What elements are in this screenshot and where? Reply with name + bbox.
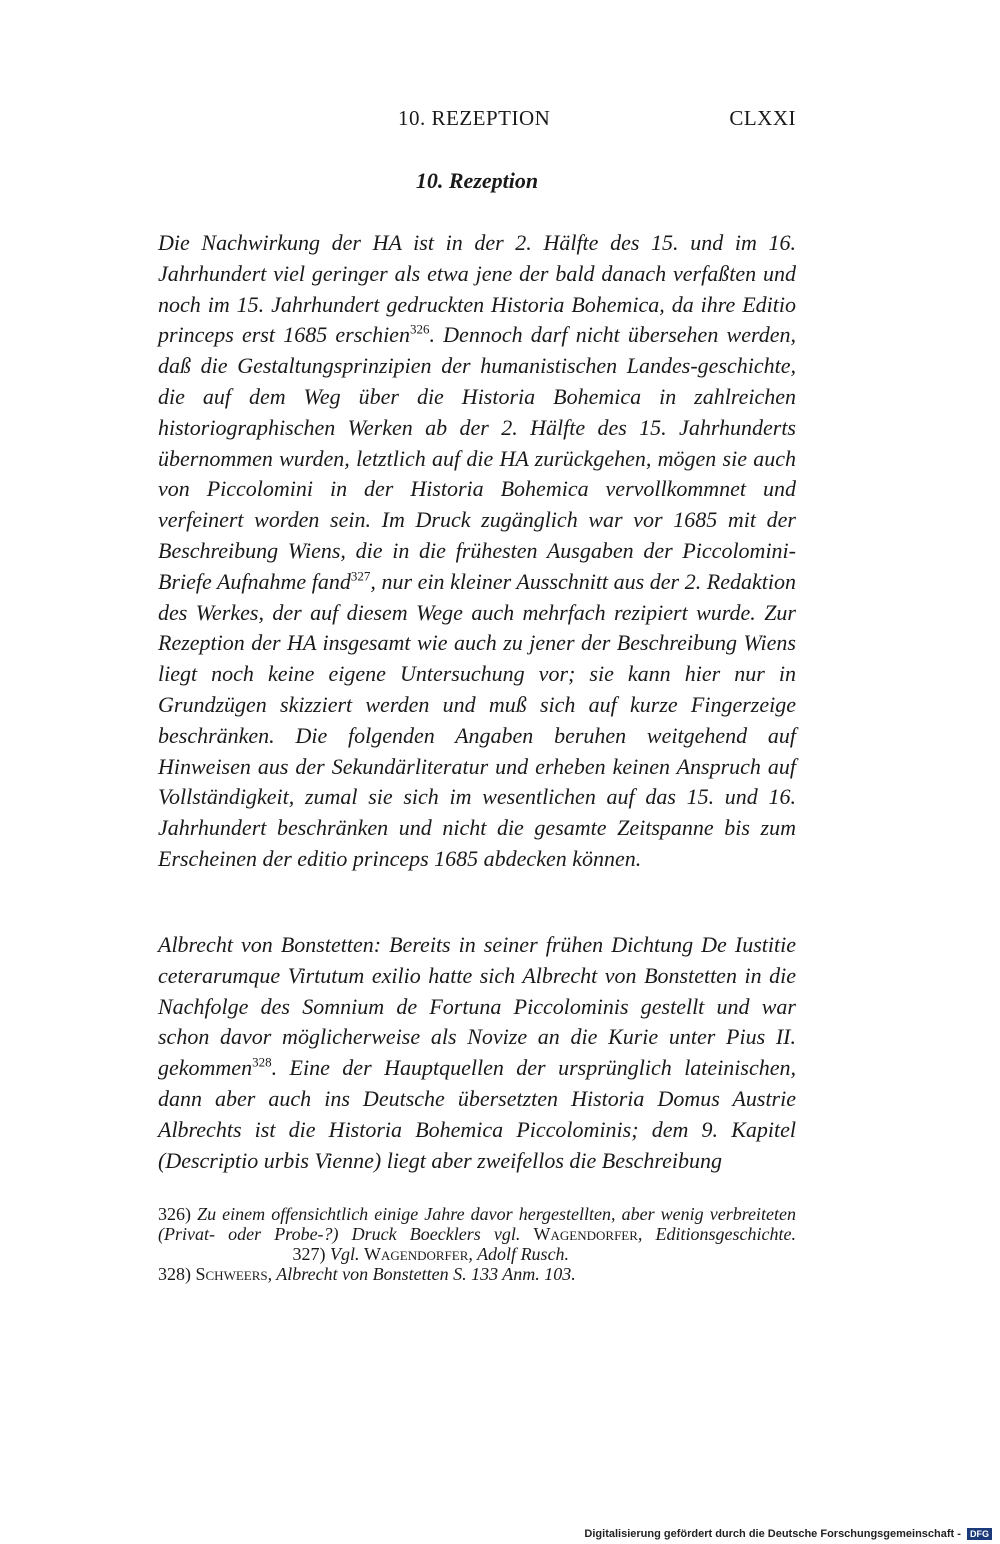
section-title: 10. Rezeption	[415, 168, 539, 193]
paragraph-2	[158, 930, 796, 1176]
footnote-text: , Adolf Rusch.	[468, 1244, 570, 1264]
paragraph-2-text-a: Albrecht von Bonstetten: Bereits in seiner frühen Dichtung De Iustitie ceterarumque Virtutum exilio hatte sich Albrecht von Bonstetten in die Nachfolge des Somnium de Fortuna Piccolominis gestellt und war schon davor möglicherweise als Novize an die Kurie unter Pius II. gekommen	[158, 932, 796, 1081]
paragraph-1-text-b: . Dennoch darf nicht übersehen werden, daß die Gestaltungsprinzipien der humanistischen Landes-geschichte, die auf dem Weg über die Historia Bohemica in zahlreichen historiographischen Werken ab der 2. Hälfte des 15. Jahrhunderts übernommen wurden, letztlich auf die HA zurückgehen, mögen sie auch von Piccolomini in der Historia Bohemica vervollkommnet und verfeinert worden sein. Im Druck zugänglich war vor 1685 mit der Beschreibung Wiens, die in die frühesten Ausgaben der Piccolomini-Briefe Aufnahme fand	[158, 322, 796, 594]
dfg-logo-icon: DFG	[967, 1528, 992, 1540]
page-number: CLXXI	[729, 106, 796, 130]
footnote-number: 328)	[158, 1264, 191, 1284]
footnote-author: Wagendorfer	[533, 1224, 638, 1244]
footnote-number: 327)	[292, 1244, 326, 1264]
footnote-text: Zu einem offensichtlich einige Jahre davor hergestellten, aber wenig verbreiteten (Privat- oder Probe-?) Druck Boecklers vgl.	[158, 1204, 797, 1244]
paragraph-1	[158, 228, 796, 875]
footnote-author: Wagendorfer	[364, 1244, 469, 1264]
digitization-credit	[584, 1528, 992, 1540]
running-head	[158, 106, 796, 136]
footnote-326	[158, 1204, 796, 1264]
paragraph-1-text-c: , nur ein kleiner Ausschnitt aus der 2. Redaktion des Werkes, der auf diesem Wege auch mehrfach rezipiert wurde. Zur Rezeption der HA insgesamt wie auch zu jener der Beschreibung Wiens liegt noch keine eigene Untersuchung vor; sie kann hier nur in Grundzügen skizziert werden und muß sich auf kurze Fingerzeige beschränken. Die folgenden Angaben beruhen weitgehend auf Hinweisen aus der Sekundärliteratur und erheben keinen Anspruch auf Vollständigkeit, zumal sie sich im wesentlichen auf das 15. und 16. Jahrhundert beschränken und nicht die gesamte Zeitspanne bis zum Erscheinen der editio princeps 1685 abdecken können.	[158, 568, 797, 871]
footnote-text: , Editionsgeschichte.	[637, 1224, 797, 1244]
footnote-ref-327[interactable]: 327	[350, 568, 371, 584]
footnote-328	[158, 1264, 796, 1284]
footnote-ref-328[interactable]: 328	[252, 1054, 272, 1070]
running-head-title: 10. REZEPTION	[398, 106, 551, 130]
footnote-ref-326[interactable]: 326	[409, 322, 430, 338]
footnote-text: , Albrecht von Bonstetten S. 133 Anm. 103.	[267, 1264, 576, 1284]
footnote-text: Vgl.	[330, 1244, 360, 1264]
paragraph-2-text-b: . Eine der Hauptquellen der ursprünglich lateinischen, dann aber auch ins Deutsche übersetzten Historia Domus Austrie Albrechts ist die Historia Bohemica Piccolominis; dem 9. Kapitel (Descriptio urbis Vienne) liegt aber zweifellos die Beschreibung	[158, 1055, 796, 1173]
footnote-number: 326)	[158, 1204, 191, 1224]
footnotes	[158, 1204, 796, 1284]
paragraph-1-text-a: Die Nachwirkung der HA ist in der 2. Hälfte des 15. und im 16. Jahrhundert viel geringer als etwa jene der bald danach verfaßten und noch im 15. Jahrhundert gedruckten Historia Bohemica, da ihre Editio princeps erst 1685 erschien	[158, 230, 796, 348]
footnote-author: Schweers	[195, 1264, 268, 1284]
credit-text: Digitalisierung gefördert durch die Deutsche Forschungsgemeinschaft -	[584, 1527, 961, 1540]
